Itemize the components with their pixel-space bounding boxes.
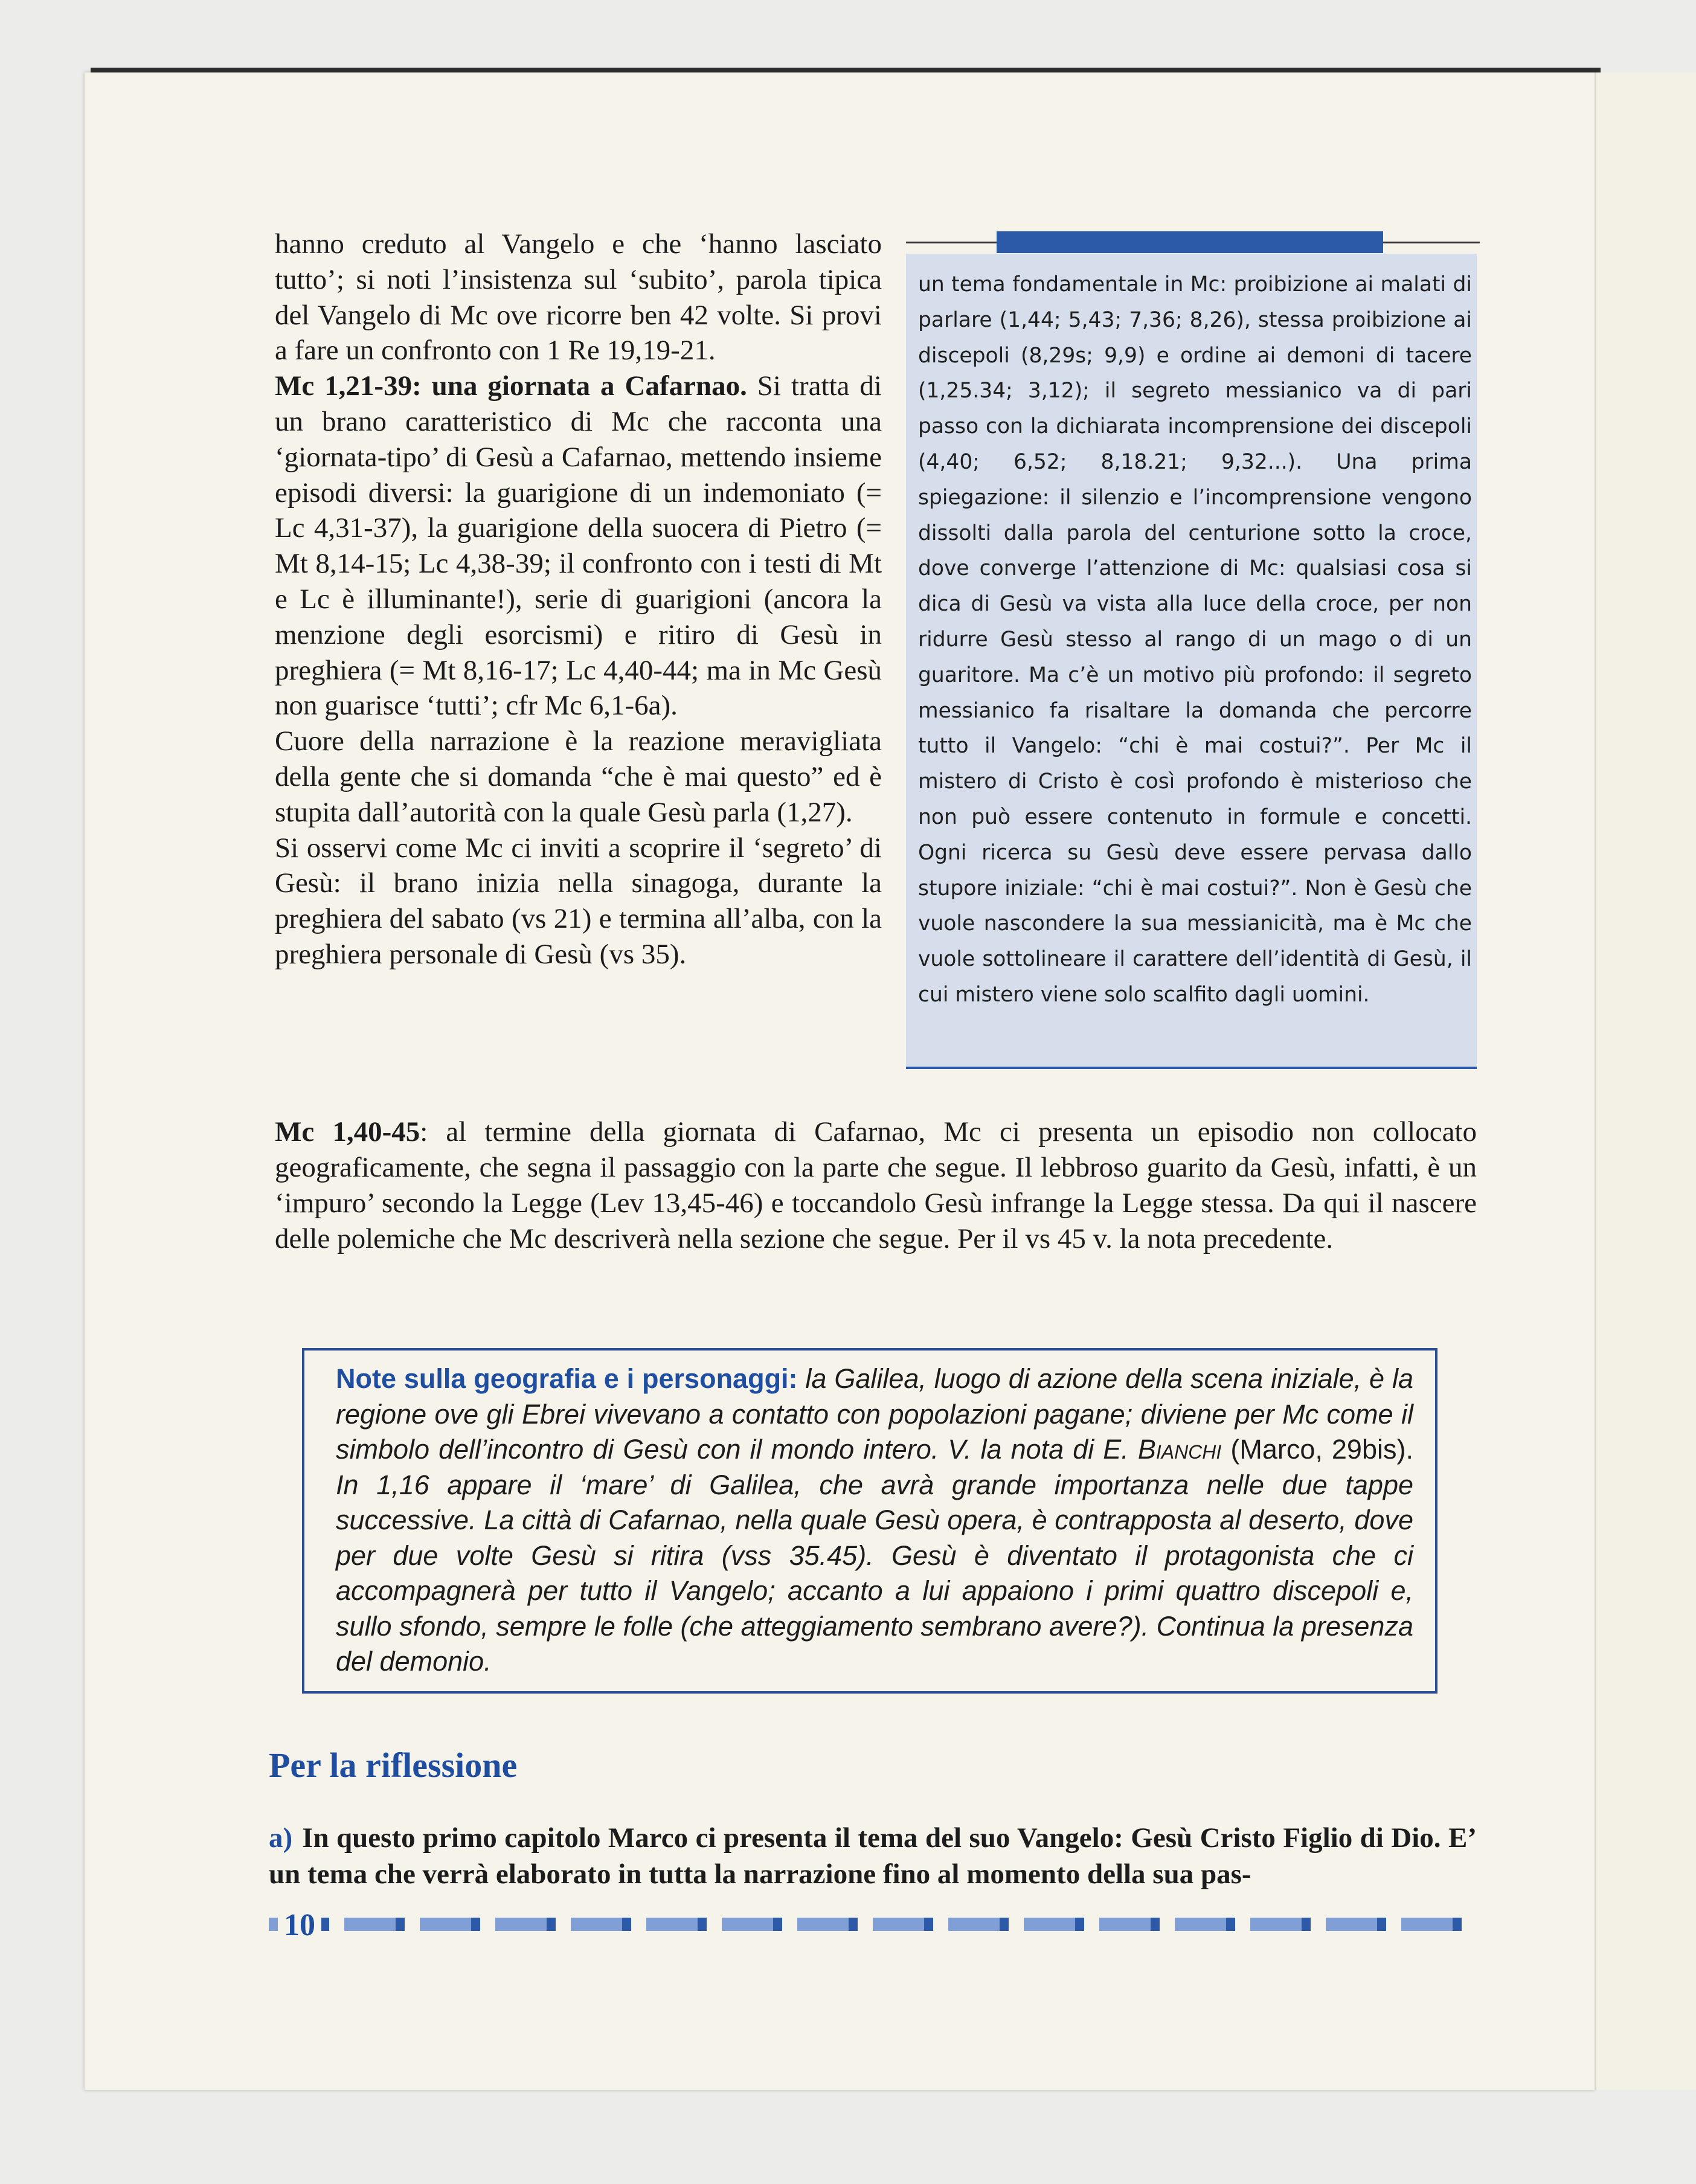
note-box-text-2: In 1,16 appare il ‘mare’ di Galilea, che avrà grande importanza nelle due tappe successive. La città di Cafarnao, nella quale Gesù opera, è contrapposta al deserto, dove per due volte Gesù si ritira (vss 35.45). Gesù è diventato il protagonista che ci accompagnerà per tutto il Vangelo; accanto a lui appaiono i primi quattro discepoli e, sullo sfondo, sempre le folle (che atteggiamento sembrano avere?). Continua la presenza del demonio. <box>336 1469 1413 1677</box>
paragraph-cuore: Cuore della narrazione è la reazione meravigliata della gente che si domanda “che è mai questo” ed è stupita dall’autorità con la quale Gesù parla (1,27). <box>275 725 882 828</box>
question-text: In questo primo capitolo Marco ci presenta il tema del suo Vangelo: Gesù Cristo Figlio di Dio. E’ un tema che verrà elaborato in tutta la narrazione fino al momento della sua pas- <box>269 1822 1477 1890</box>
paragraph-cafarnao-text: Si tratta di un brano caratteristico di Mc che racconta una ‘giornata-tipo’ di Gesù a Cafarnao, mettendo insieme episodi diversi: la guarigione di un indemoniato (= Lc 4,31-37), la guarigione della suocera di Pietro (= Mt 8,14-15; Lc 4,38-39; il confronto con i testi di Mt e Lc è illuminante!), serie di guarigioni (ancora la menzione degli esorcismi) e ritiro di Gesù in preghiera (= Mt 8,16-17; Lc 4,40-44; ma in Mc Gesù non guarisce ‘tutti’; cfr Mc 6,1-6a). <box>275 370 882 722</box>
sidebar-text: un tema fondamentale in Mc: proibizione ai malati di parlare (1,44; 5,43; 7,36; 8,26), stessa proibizione ai discepoli (8,29s; 9,9) e ordine ai demoni di tacere (1,25.34; 3,12); il segreto messianico va di pari passo con la dichiarata incomprensione dei discepoli (4,40; 6,52; 8,18.21; 9,32...). Una prima spiegazione: il silenzio e l’incomprensione vengono dissolti dalla parola del centurione sotto la croce, dove converge l’attenzione di Mc: qualsiasi cosa si dica di Gesù va vista alla luce della croce, per non ridurre Gesù stesso al rango di un mago o di un guaritore. Ma c’è un motivo più profondo: il segreto messianico fa risaltare la domanda che percorre tutto il Vangelo: “chi è mai costui?”. Per Mc il mistero di Cristo è così profondo è misterioso che non può essere contenuto in formule e concetti. Ogni ricerca su Gesù deve essere pervasa dallo stupore iniziale: “chi è mai costui?”. Non è Gesù che vuole nascondere la sua messianicità, ma è Mc che vuole sottolineare il carattere dell’identità di Gesù, il cui mistero viene solo scalfito dagli uomini. <box>918 272 1472 1007</box>
paragraph-lebbroso <box>275 1114 1477 1257</box>
sidebar-box <box>906 254 1477 1069</box>
paragraph-cafarnao-heading: Mc 1,21-39: una giornata a Cafarnao. <box>275 370 747 402</box>
note-box-author: E. Bianchi <box>1103 1434 1222 1465</box>
footer-decorative-strip <box>269 1918 1477 1931</box>
question-label: a) <box>269 1822 293 1854</box>
reflection-title: Per la riflessione <box>269 1746 518 1785</box>
note-box <box>302 1348 1437 1694</box>
note-box-citation: (Marco, 29bis). <box>1221 1434 1413 1465</box>
facing-page-edge <box>1595 72 1696 2090</box>
paragraph-cafarnao <box>275 368 882 724</box>
left-column <box>275 226 882 972</box>
note-box-text-1: la Galilea, luogo di azione della scena iniziale, è la regione ove gli Ebrei vivevano a contatto con popolazioni pagane; diviene per Mc come il simbolo dell’incontro di Gesù con il mondo intero. V. la nota di <box>336 1363 1413 1465</box>
page-number: 10 <box>278 1909 321 1942</box>
intro-paragraph: hanno creduto al Vangelo e che ‘hanno lasciato tutto’; si noti l’insistenza sul ‘subito’, parola tipica del Vangelo di Mc ove ricorre ben 42 volte. Si provi a fare un confronto con 1 Re 19,19-21. <box>275 228 882 367</box>
note-box-heading: Note sulla geografia e i personaggi: <box>336 1363 798 1394</box>
reflection-question <box>269 1820 1477 1892</box>
page-top-edge <box>91 68 1601 72</box>
paragraph-segreto: Si osservi come Mc ci inviti a scoprire il ‘segreto’ di Gesù: il brano inizia nella sinagoga, durante la preghiera del sabato (vs 21) e termina all’alba, con la preghiera personale di Gesù (vs 35). <box>275 832 882 970</box>
sidebar-header-bar <box>997 231 1383 253</box>
paragraph-lebbroso-heading: Mc 1,40-45 <box>275 1116 420 1148</box>
paragraph-lebbroso-text: : al termine della giornata di Cafarnao, Mc ci presenta un episodio non collocato geograficamente, che segna il passaggio con la parte che segue. Il lebbroso guarito da Gesù, infatti, è un ‘impuro’ secondo la Legge (Lev 13,45-46) e toccandolo Gesù infrange la Legge stessa. Da qui il nascere delle polemiche che Mc descriverà nella sezione che segue. Per il vs 45 v. la nota precedente. <box>275 1116 1477 1254</box>
